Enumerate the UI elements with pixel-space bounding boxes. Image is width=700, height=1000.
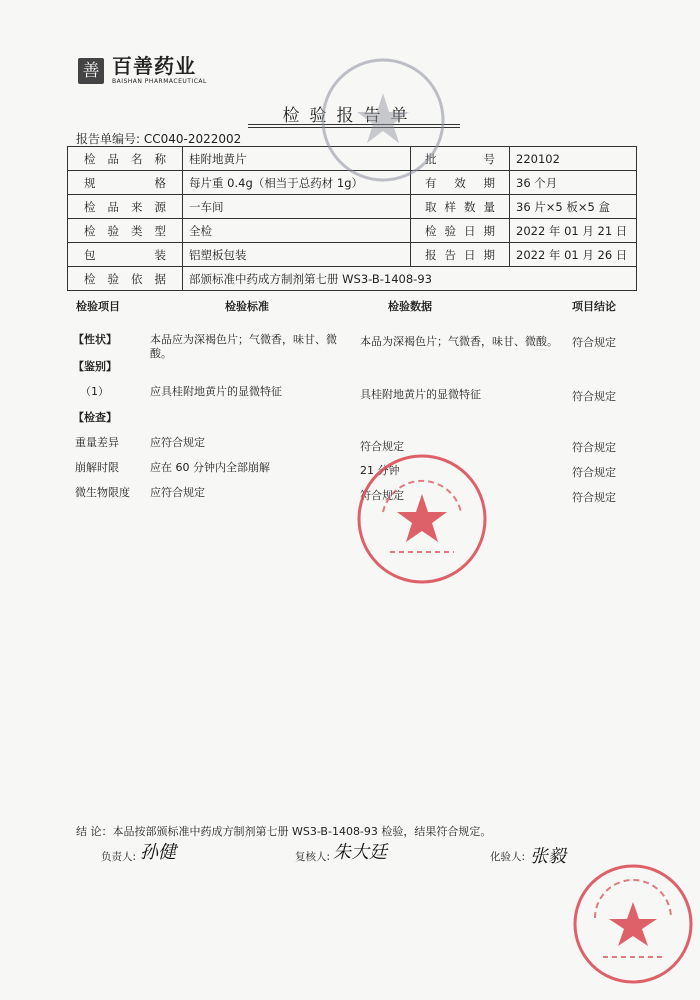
column-header-item: 检验项目 [76, 300, 120, 313]
disintegration-item: 崩解时限 [75, 461, 119, 474]
responsible-signature: 孙健 [140, 842, 176, 863]
conclusion: 结 论：本品按部颁标准中药成方制剂第七册 WS3-B-1408-93 检验，结果符合规定。 [76, 825, 492, 838]
type-value: 全检 [183, 219, 411, 243]
company-name-en: BAISHAN PHARMACEUTICAL [112, 78, 207, 85]
column-header-data: 检验数据 [388, 300, 432, 313]
weight-data: 符合规定 [360, 440, 404, 453]
report-date-label: 报告日期 [411, 243, 510, 267]
product-name-label: 检品名称 [68, 147, 183, 171]
tester-label: 化验人: [490, 851, 526, 863]
info-row [68, 195, 637, 219]
report-number-value: CC040-2022002 [143, 132, 242, 146]
ident1-data: 具桂附地黄片的显微特征 [360, 388, 481, 401]
section-character: 【性状】 [73, 333, 117, 346]
microbial-item: 微生物限度 [75, 486, 130, 499]
ident1-result: 符合规定 [572, 390, 616, 403]
weight-item: 重量差异 [75, 436, 119, 449]
sample-qty-value: 36 片×5 板×5 盒 [510, 195, 637, 219]
basis-value: 部颁标准中药成方制剂第七册 WS3-B-1408-93 [183, 267, 637, 291]
section-examination: 【检查】 [73, 411, 117, 424]
page-title: 检验报告单 [282, 106, 418, 126]
tester-signature: 张毅 [530, 846, 566, 867]
reviewer-signature: 朱大廷 [333, 842, 387, 863]
validity-label: 有效期 [411, 171, 510, 195]
product-name-value: 桂附地黄片 [183, 147, 411, 171]
report-number [76, 130, 241, 147]
batch-label: 批号 [411, 147, 510, 171]
responsible-label: 负责人: [101, 851, 137, 863]
disintegration-data: 21 分钟 [360, 464, 400, 477]
microbial-standard: 应符合规定 [150, 486, 205, 499]
info-row [68, 267, 637, 291]
column-header-result: 项目结论 [572, 300, 616, 313]
sample-qty-label: 取样数量 [411, 195, 510, 219]
test-date-label: 检验日期 [411, 219, 510, 243]
ident1-standard: 应具桂附地黄片的显微特征 [150, 385, 282, 398]
type-label: 检验类型 [68, 219, 183, 243]
test-date-value: 2022 年 01 月 21 日 [510, 219, 637, 243]
microbial-data: 符合规定 [360, 489, 404, 502]
ident1-item: （1） [80, 385, 109, 398]
middle-seal-stamp [355, 452, 490, 587]
reviewer-label: 复核人: [295, 851, 331, 863]
disintegration-standard: 应在 60 分钟内全部崩解 [150, 461, 270, 474]
source-value: 一车间 [183, 195, 411, 219]
section-identification: 【鉴别】 [73, 360, 117, 373]
column-header-standard: 检验标准 [225, 300, 269, 313]
bottom-seal-stamp [571, 862, 696, 987]
spec-label: 规格 [68, 171, 183, 195]
character-data: 本品为深褐色片；气微香，味甘、微酸。 [360, 335, 558, 348]
character-standard: 本品应为深褐色片；气微香，味甘、微酸。 [150, 333, 337, 360]
report-number-label: 报告单编号: [76, 132, 141, 146]
package-value: 铝塑板包装 [183, 243, 411, 267]
disintegration-result: 符合规定 [572, 466, 616, 479]
info-row [68, 243, 637, 267]
top-seal-stamp [318, 55, 448, 185]
company-logo [78, 56, 207, 85]
spec-value: 每片重 0.4g（相当于总药材 1g） [183, 171, 411, 195]
weight-standard: 应符合规定 [150, 436, 205, 449]
logo-mark: 善 [78, 58, 104, 84]
source-label: 检品来源 [68, 195, 183, 219]
character-result: 符合规定 [572, 336, 616, 349]
weight-result: 符合规定 [572, 441, 616, 454]
report-date-value: 2022 年 01 月 26 日 [510, 243, 637, 267]
basis-label: 检验依据 [68, 267, 183, 291]
batch-value: 220102 [510, 147, 637, 171]
package-label: 包装 [68, 243, 183, 267]
info-row [68, 219, 637, 243]
validity-value: 36 个月 [510, 171, 637, 195]
microbial-result: 符合规定 [572, 491, 616, 504]
company-name: 百善药业 [112, 54, 196, 78]
